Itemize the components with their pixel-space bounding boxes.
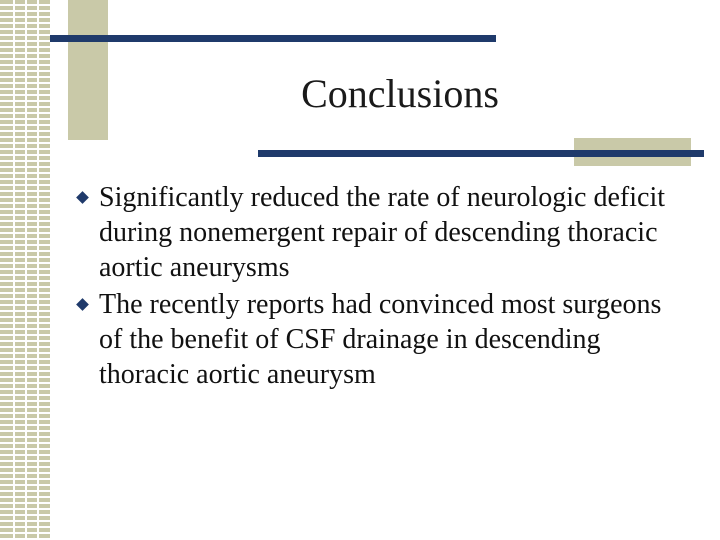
decorative-olive-block-top (68, 0, 108, 140)
bullet-item (78, 180, 678, 285)
diamond-bullet-icon (76, 191, 89, 204)
bullet-text: Significantly reduced the rate of neurologic deficit during nonemergent repair of descending thoracic aortic aneurysms (99, 182, 666, 283)
diamond-bullet-icon (76, 298, 89, 311)
decorative-navy-bar-top (50, 35, 496, 42)
decorative-stripe-band (0, 0, 50, 540)
bullet-item (78, 287, 678, 392)
bullet-text: The recently reports had convinced most surgeons of the benefit of CSF drainage in descending thoracic aortic aneurysm (99, 289, 662, 390)
decorative-navy-bar-bottom (258, 150, 704, 157)
slide-title: Conclusions (301, 71, 499, 116)
bullet-list (78, 180, 678, 394)
